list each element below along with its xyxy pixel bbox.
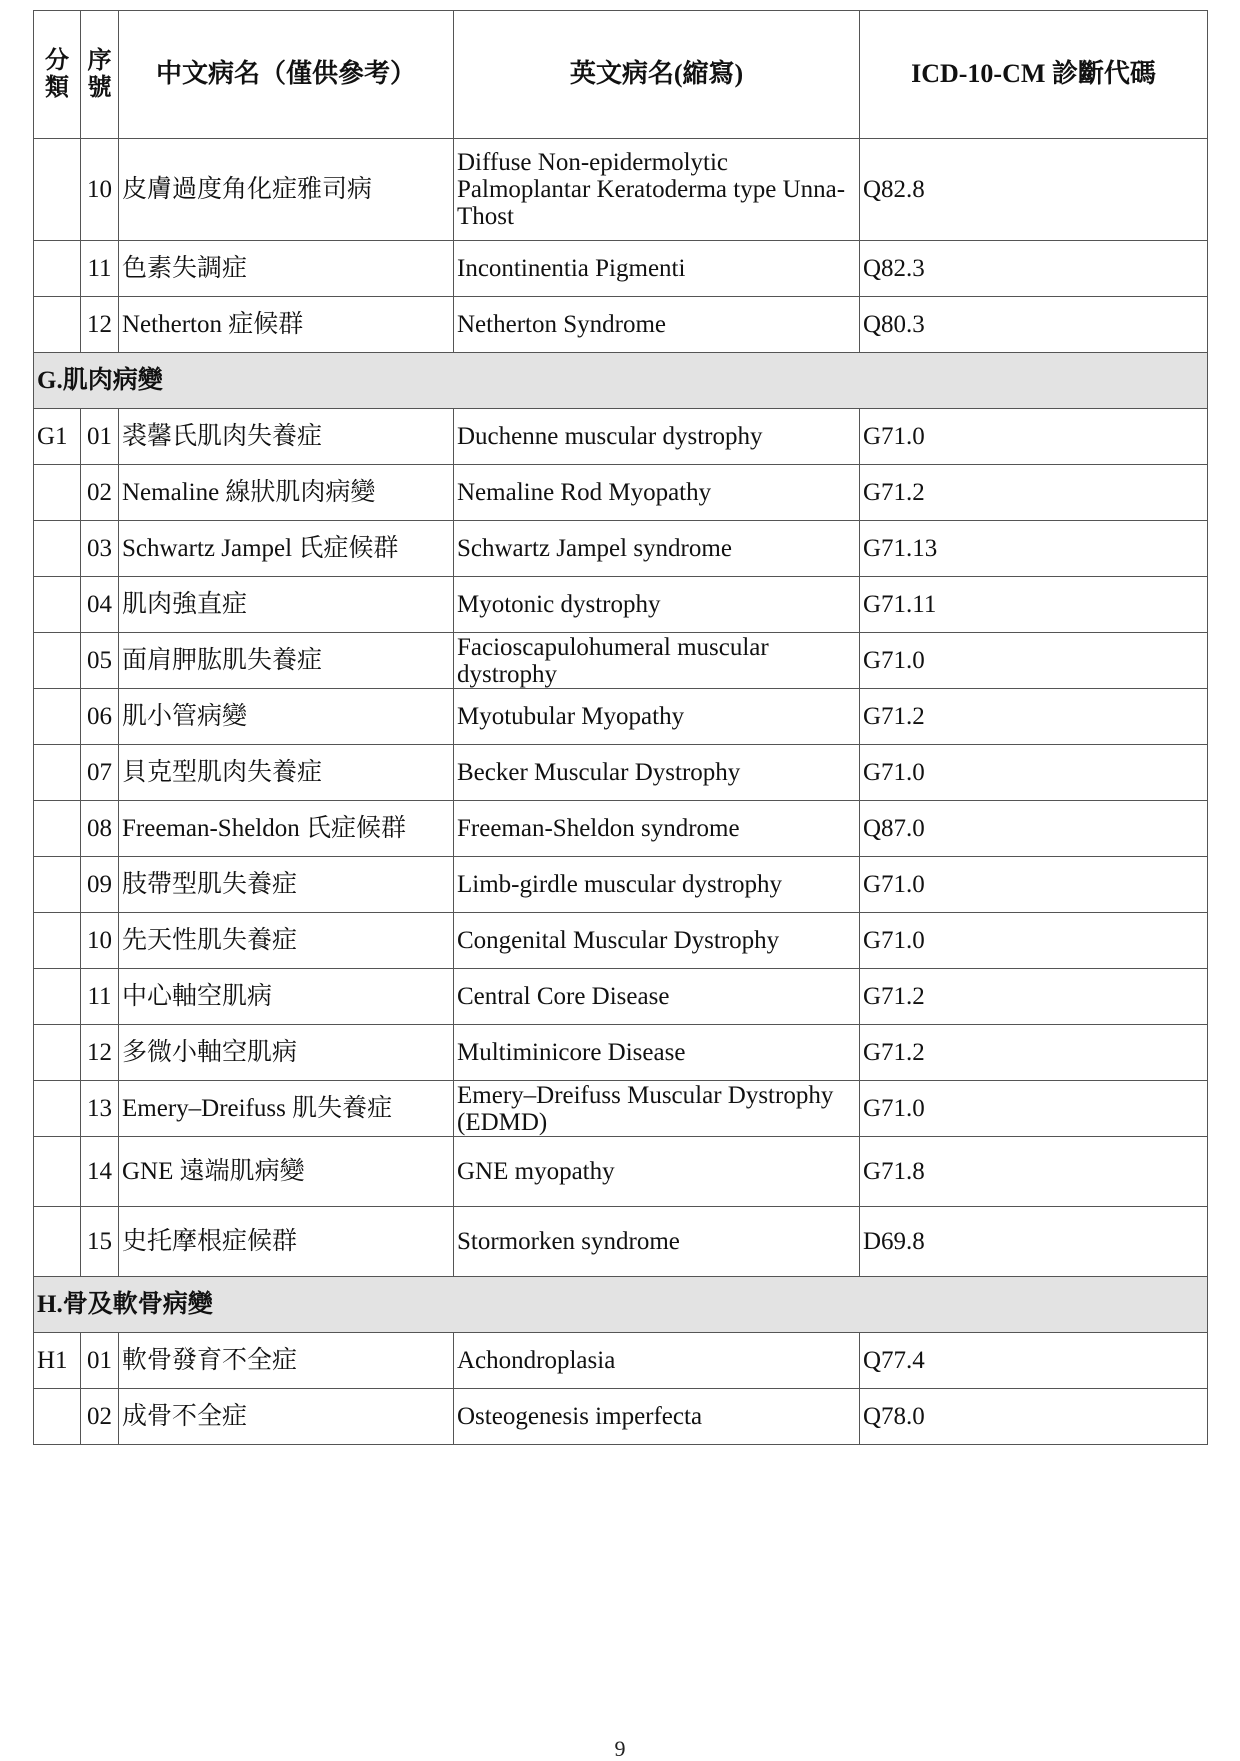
table-row — [34, 297, 1208, 353]
number-cell: 12 — [81, 1025, 119, 1081]
icd-code-cell: G71.2 — [860, 1025, 1208, 1081]
category-cell — [34, 745, 81, 801]
header-chinese-name: 中文病名（僅供參考） — [119, 11, 454, 139]
header-icd-code: ICD-10-CM 診斷代碼 — [860, 11, 1208, 139]
chinese-name-cell: 貝克型肌肉失養症 — [119, 745, 454, 801]
number-cell: 03 — [81, 521, 119, 577]
icd-code-cell: G71.2 — [860, 689, 1208, 745]
header-number: 序 號 — [81, 11, 119, 139]
icd-code-cell: Q82.3 — [860, 241, 1208, 297]
table-row — [34, 521, 1208, 577]
icd-code-cell: G71.0 — [860, 857, 1208, 913]
category-cell — [34, 577, 81, 633]
category-cell — [34, 969, 81, 1025]
table-row — [34, 465, 1208, 521]
category-cell — [34, 1137, 81, 1207]
header-row — [34, 11, 1208, 139]
category-cell — [34, 465, 81, 521]
category-cell — [34, 139, 81, 241]
category-cell: H1 — [34, 1333, 81, 1389]
category-cell — [34, 689, 81, 745]
english-name-cell: Becker Muscular Dystrophy — [454, 745, 860, 801]
english-name-cell: Congenital Muscular Dystrophy — [454, 913, 860, 969]
icd-code-cell: G71.2 — [860, 969, 1208, 1025]
number-cell: 15 — [81, 1207, 119, 1277]
table-row — [34, 689, 1208, 745]
english-name-cell: Stormorken syndrome — [454, 1207, 860, 1277]
number-cell: 06 — [81, 689, 119, 745]
english-name-cell: Incontinentia Pigmenti — [454, 241, 860, 297]
category-cell — [34, 857, 81, 913]
number-cell: 02 — [81, 465, 119, 521]
category-cell — [34, 633, 81, 689]
icd-code-cell: G71.8 — [860, 1137, 1208, 1207]
category-cell — [34, 801, 81, 857]
english-name-cell: Myotonic dystrophy — [454, 577, 860, 633]
number-cell: 01 — [81, 1333, 119, 1389]
english-name-cell: Emery–Dreifuss Muscular Dystrophy (EDMD) — [454, 1081, 860, 1137]
icd-code-cell: Q87.0 — [860, 801, 1208, 857]
table-row — [34, 241, 1208, 297]
number-cell: 04 — [81, 577, 119, 633]
category-cell: G1 — [34, 409, 81, 465]
table-row — [34, 1137, 1208, 1207]
english-name-cell: Netherton Syndrome — [454, 297, 860, 353]
number-cell: 10 — [81, 139, 119, 241]
icd-code-cell: G71.0 — [860, 913, 1208, 969]
header-english-name: 英文病名(縮寫) — [454, 11, 860, 139]
icd-code-cell: D69.8 — [860, 1207, 1208, 1277]
table-row — [34, 577, 1208, 633]
category-cell — [34, 297, 81, 353]
chinese-name-cell: 皮膚過度角化症雅司病 — [119, 139, 454, 241]
table-row — [34, 1025, 1208, 1081]
chinese-name-cell: 面肩胛肱肌失養症 — [119, 633, 454, 689]
category-cell — [34, 1081, 81, 1137]
english-name-cell: Central Core Disease — [454, 969, 860, 1025]
table-row — [34, 745, 1208, 801]
category-cell — [34, 1389, 81, 1445]
english-name-cell: Nemaline Rod Myopathy — [454, 465, 860, 521]
section-header-bone — [34, 1277, 1208, 1333]
icd-code-cell: Q82.8 — [860, 139, 1208, 241]
chinese-name-cell: 中心軸空肌病 — [119, 969, 454, 1025]
chinese-name-cell: GNE 遠端肌病變 — [119, 1137, 454, 1207]
icd-code-cell: G71.0 — [860, 745, 1208, 801]
table-row — [34, 1081, 1208, 1137]
icd-code-cell: G71.0 — [860, 409, 1208, 465]
table-row — [34, 1207, 1208, 1277]
icd-code-cell: G71.0 — [860, 1081, 1208, 1137]
number-cell: 12 — [81, 297, 119, 353]
english-name-cell: Facioscapulohumeral muscular dystrophy — [454, 633, 860, 689]
number-cell: 11 — [81, 241, 119, 297]
chinese-name-cell: 史托摩根症候群 — [119, 1207, 454, 1277]
table-row — [34, 409, 1208, 465]
table-row — [34, 969, 1208, 1025]
icd-code-cell: Q78.0 — [860, 1389, 1208, 1445]
table-row — [34, 1333, 1208, 1389]
table-row — [34, 801, 1208, 857]
chinese-name-cell: 先天性肌失養症 — [119, 913, 454, 969]
number-cell: 01 — [81, 409, 119, 465]
number-cell: 07 — [81, 745, 119, 801]
chinese-name-cell: 軟骨發育不全症 — [119, 1333, 454, 1389]
icd-code-cell: G71.0 — [860, 633, 1208, 689]
chinese-name-cell: Netherton 症候群 — [119, 297, 454, 353]
category-cell — [34, 521, 81, 577]
number-cell: 09 — [81, 857, 119, 913]
table-row — [34, 1389, 1208, 1445]
table-row — [34, 857, 1208, 913]
category-cell — [34, 913, 81, 969]
section-header-muscle — [34, 353, 1208, 409]
english-name-cell: Limb-girdle muscular dystrophy — [454, 857, 860, 913]
header-category: 分 類 — [34, 11, 81, 139]
icd-code-cell: G71.13 — [860, 521, 1208, 577]
chinese-name-cell: 肌小管病變 — [119, 689, 454, 745]
number-cell: 05 — [81, 633, 119, 689]
number-cell: 13 — [81, 1081, 119, 1137]
number-cell: 08 — [81, 801, 119, 857]
section-title: H.骨及軟骨病變 — [34, 1277, 1208, 1333]
english-name-cell: Osteogenesis imperfecta — [454, 1389, 860, 1445]
english-name-cell: GNE myopathy — [454, 1137, 860, 1207]
table-row — [34, 633, 1208, 689]
chinese-name-cell: 多微小軸空肌病 — [119, 1025, 454, 1081]
chinese-name-cell: 裘馨氏肌肉失養症 — [119, 409, 454, 465]
chinese-name-cell: 肢帶型肌失養症 — [119, 857, 454, 913]
english-name-cell: Diffuse Non-epidermolytic Palmoplantar Keratoderma type Unna-Thost — [454, 139, 860, 241]
icd-code-cell: G71.2 — [860, 465, 1208, 521]
page-number: 9 — [614, 1736, 626, 1761]
english-name-cell: Schwartz Jampel syndrome — [454, 521, 860, 577]
english-name-cell: Myotubular Myopathy — [454, 689, 860, 745]
chinese-name-cell: 肌肉強直症 — [119, 577, 454, 633]
icd-code-cell: Q77.4 — [860, 1333, 1208, 1389]
rare-disease-table — [33, 10, 1208, 1445]
number-cell: 02 — [81, 1389, 119, 1445]
number-cell: 11 — [81, 969, 119, 1025]
number-cell: 14 — [81, 1137, 119, 1207]
icd-code-cell: G71.11 — [860, 577, 1208, 633]
section-title: G.肌肉病變 — [34, 353, 1208, 409]
table-row — [34, 913, 1208, 969]
chinese-name-cell: 成骨不全症 — [119, 1389, 454, 1445]
chinese-name-cell: 色素失調症 — [119, 241, 454, 297]
chinese-name-cell: Freeman-Sheldon 氏症候群 — [119, 801, 454, 857]
category-cell — [34, 241, 81, 297]
english-name-cell: Achondroplasia — [454, 1333, 860, 1389]
category-cell — [34, 1025, 81, 1081]
category-cell — [34, 1207, 81, 1277]
english-name-cell: Freeman-Sheldon syndrome — [454, 801, 860, 857]
english-name-cell: Multiminicore Disease — [454, 1025, 860, 1081]
chinese-name-cell: Nemaline 線狀肌肉病變 — [119, 465, 454, 521]
chinese-name-cell: Emery–Dreifuss 肌失養症 — [119, 1081, 454, 1137]
table-row — [34, 139, 1208, 241]
chinese-name-cell: Schwartz Jampel 氏症候群 — [119, 521, 454, 577]
icd-code-cell: Q80.3 — [860, 297, 1208, 353]
number-cell: 10 — [81, 913, 119, 969]
english-name-cell: Duchenne muscular dystrophy — [454, 409, 860, 465]
